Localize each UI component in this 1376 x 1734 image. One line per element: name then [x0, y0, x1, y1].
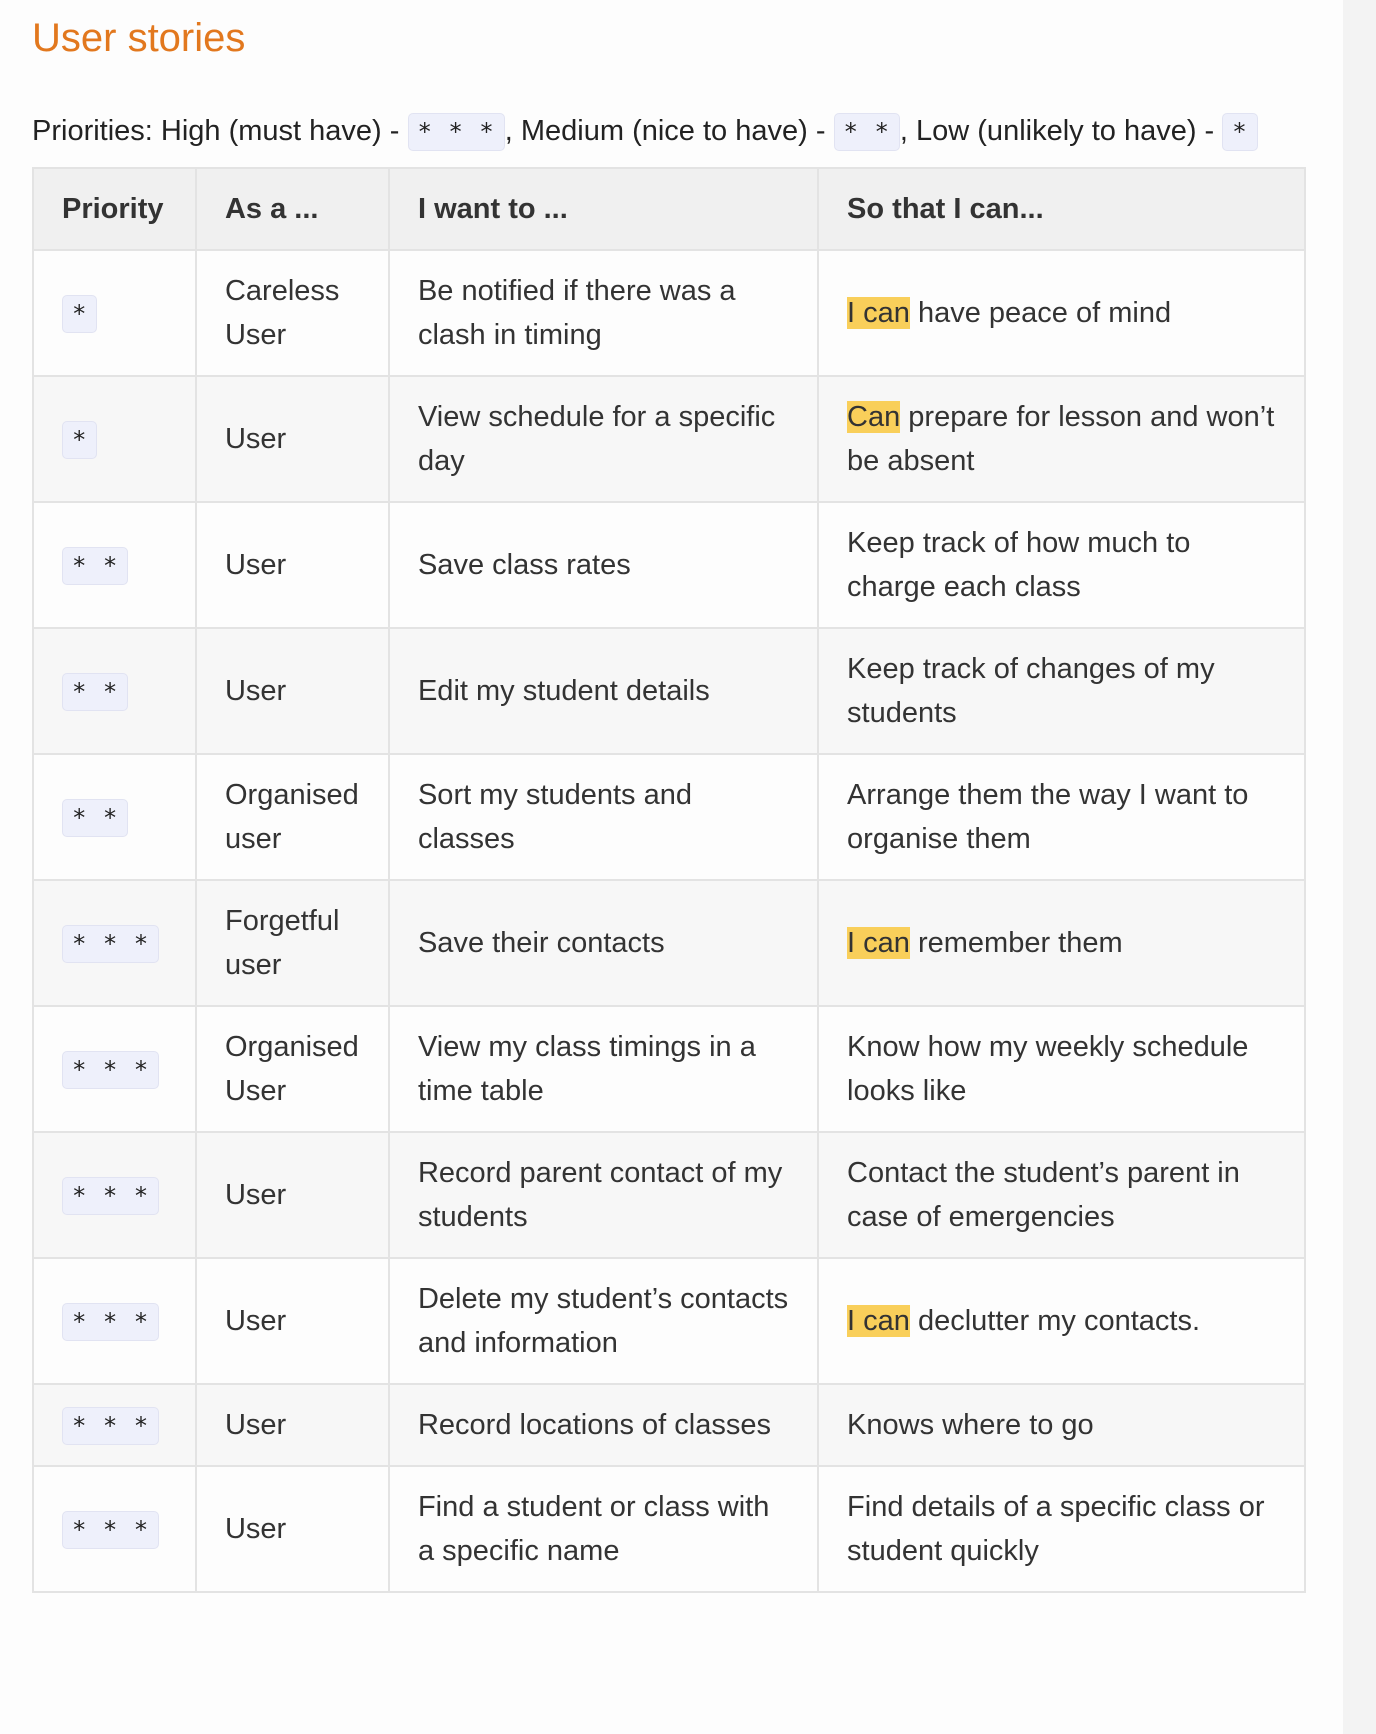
high-priority-code: * * * — [408, 113, 505, 151]
priority-code: * — [62, 295, 97, 333]
priority-code: * * * — [62, 1511, 159, 1549]
want-cell: View my class timings in a time table — [389, 1006, 818, 1132]
role-cell: User — [196, 1466, 389, 1592]
user-stories-table — [32, 167, 1306, 1593]
priority-code: * — [62, 421, 97, 459]
header-priority: Priority — [33, 168, 196, 250]
priority-cell — [33, 1132, 196, 1258]
priority-cell — [33, 880, 196, 1006]
page-title: User stories — [32, 16, 246, 60]
benefit-text: Contact the student’s parent in case of emergencies — [847, 1157, 1240, 1233]
table-row — [33, 376, 1305, 502]
priority-cell — [33, 250, 196, 376]
table-row — [33, 1258, 1305, 1384]
want-cell: Record parent contact of my students — [389, 1132, 818, 1258]
want-cell: Edit my student details — [389, 628, 818, 754]
benefit-text: remember them — [909, 927, 1123, 959]
priority-cell — [33, 502, 196, 628]
want-cell: Save their contacts — [389, 880, 818, 1006]
benefit-cell — [818, 1006, 1305, 1132]
table-row — [33, 880, 1305, 1006]
benefit-text: Knows where to go — [847, 1409, 1094, 1441]
priority-cell — [33, 1258, 196, 1384]
table-row — [33, 628, 1305, 754]
header-so-that: So that I can... — [818, 168, 1305, 250]
scrollbar-track[interactable] — [1343, 0, 1376, 1734]
priority-cell — [33, 1006, 196, 1132]
benefit-text: have peace of mind — [909, 297, 1172, 329]
want-cell: Be notified if there was a clash in timing — [389, 250, 818, 376]
benefit-cell — [818, 1258, 1305, 1384]
benefit-text: Keep track of changes of my students — [847, 653, 1215, 729]
document-content — [32, 0, 1306, 1567]
table-row — [33, 502, 1305, 628]
benefit-cell — [818, 250, 1305, 376]
benefit-cell — [818, 502, 1305, 628]
priority-code: * * — [62, 673, 128, 711]
benefit-cell — [818, 628, 1305, 754]
table-row — [33, 1006, 1305, 1132]
table-row — [33, 250, 1305, 376]
benefit-text: Find details of a specific class or student quickly — [847, 1491, 1265, 1567]
want-cell: Record locations of classes — [389, 1384, 818, 1466]
role-cell: Organised user — [196, 754, 389, 880]
role-cell: Organised User — [196, 1006, 389, 1132]
benefit-cell — [818, 880, 1305, 1006]
want-cell: View schedule for a specific day — [389, 376, 818, 502]
priority-code: * * — [62, 547, 128, 585]
table-row — [33, 754, 1305, 880]
benefit-cell — [818, 754, 1305, 880]
priority-code: * * * — [62, 925, 159, 963]
highlighted-text: I can — [847, 927, 910, 959]
want-cell: Find a student or class with a specific name — [389, 1466, 818, 1592]
header-i-want-to: I want to ... — [389, 168, 818, 250]
want-cell: Save class rates — [389, 502, 818, 628]
benefit-text: Keep track of how much to charge each class — [847, 527, 1191, 603]
low-priority-text: , Low (unlikely to have) - — [899, 115, 1223, 147]
table-row — [33, 1384, 1305, 1466]
role-cell: User — [196, 1384, 389, 1466]
benefit-text: declutter my contacts. — [909, 1305, 1201, 1337]
role-cell: User — [196, 1132, 389, 1258]
low-priority-code: * — [1222, 113, 1257, 151]
role-cell: Forgetful user — [196, 880, 389, 1006]
benefit-cell — [818, 1384, 1305, 1466]
priority-cell — [33, 754, 196, 880]
benefit-text: prepare for lesson and won’t be absent — [847, 401, 1275, 477]
want-cell: Delete my student’s contacts and information — [389, 1258, 818, 1384]
priority-cell — [33, 1384, 196, 1466]
role-cell: User — [196, 628, 389, 754]
priority-code: * * * — [62, 1407, 159, 1445]
highlighted-text: Can — [847, 401, 901, 433]
benefit-cell — [818, 376, 1305, 502]
table-row — [33, 1466, 1305, 1592]
priority-cell — [33, 628, 196, 754]
priority-code: * * * — [62, 1177, 159, 1215]
medium-priority-text: , Medium (nice to have) - — [504, 115, 834, 147]
priorities-prefix: Priorities: High (must have) - — [32, 115, 408, 147]
benefit-cell — [818, 1466, 1305, 1592]
highlighted-text: I can — [847, 1305, 910, 1337]
role-cell: User — [196, 376, 389, 502]
priority-cell — [33, 1466, 196, 1592]
priority-code: * * * — [62, 1051, 159, 1089]
want-cell: Sort my students and classes — [389, 754, 818, 880]
priority-cell — [33, 376, 196, 502]
table-row — [33, 1132, 1305, 1258]
priorities-legend — [32, 109, 1306, 153]
benefit-cell — [818, 1132, 1305, 1258]
role-cell: Careless User — [196, 250, 389, 376]
table-header-row — [33, 168, 1305, 250]
benefit-text: Know how my weekly schedule looks like — [847, 1031, 1249, 1107]
priority-code: * * — [62, 799, 128, 837]
benefit-text: Arrange them the way I want to organise them — [847, 779, 1249, 855]
medium-priority-code: * * — [834, 113, 900, 151]
role-cell: User — [196, 1258, 389, 1384]
header-as-a: As a ... — [196, 168, 389, 250]
priority-code: * * * — [62, 1303, 159, 1341]
role-cell: User — [196, 502, 389, 628]
highlighted-text: I can — [847, 297, 910, 329]
